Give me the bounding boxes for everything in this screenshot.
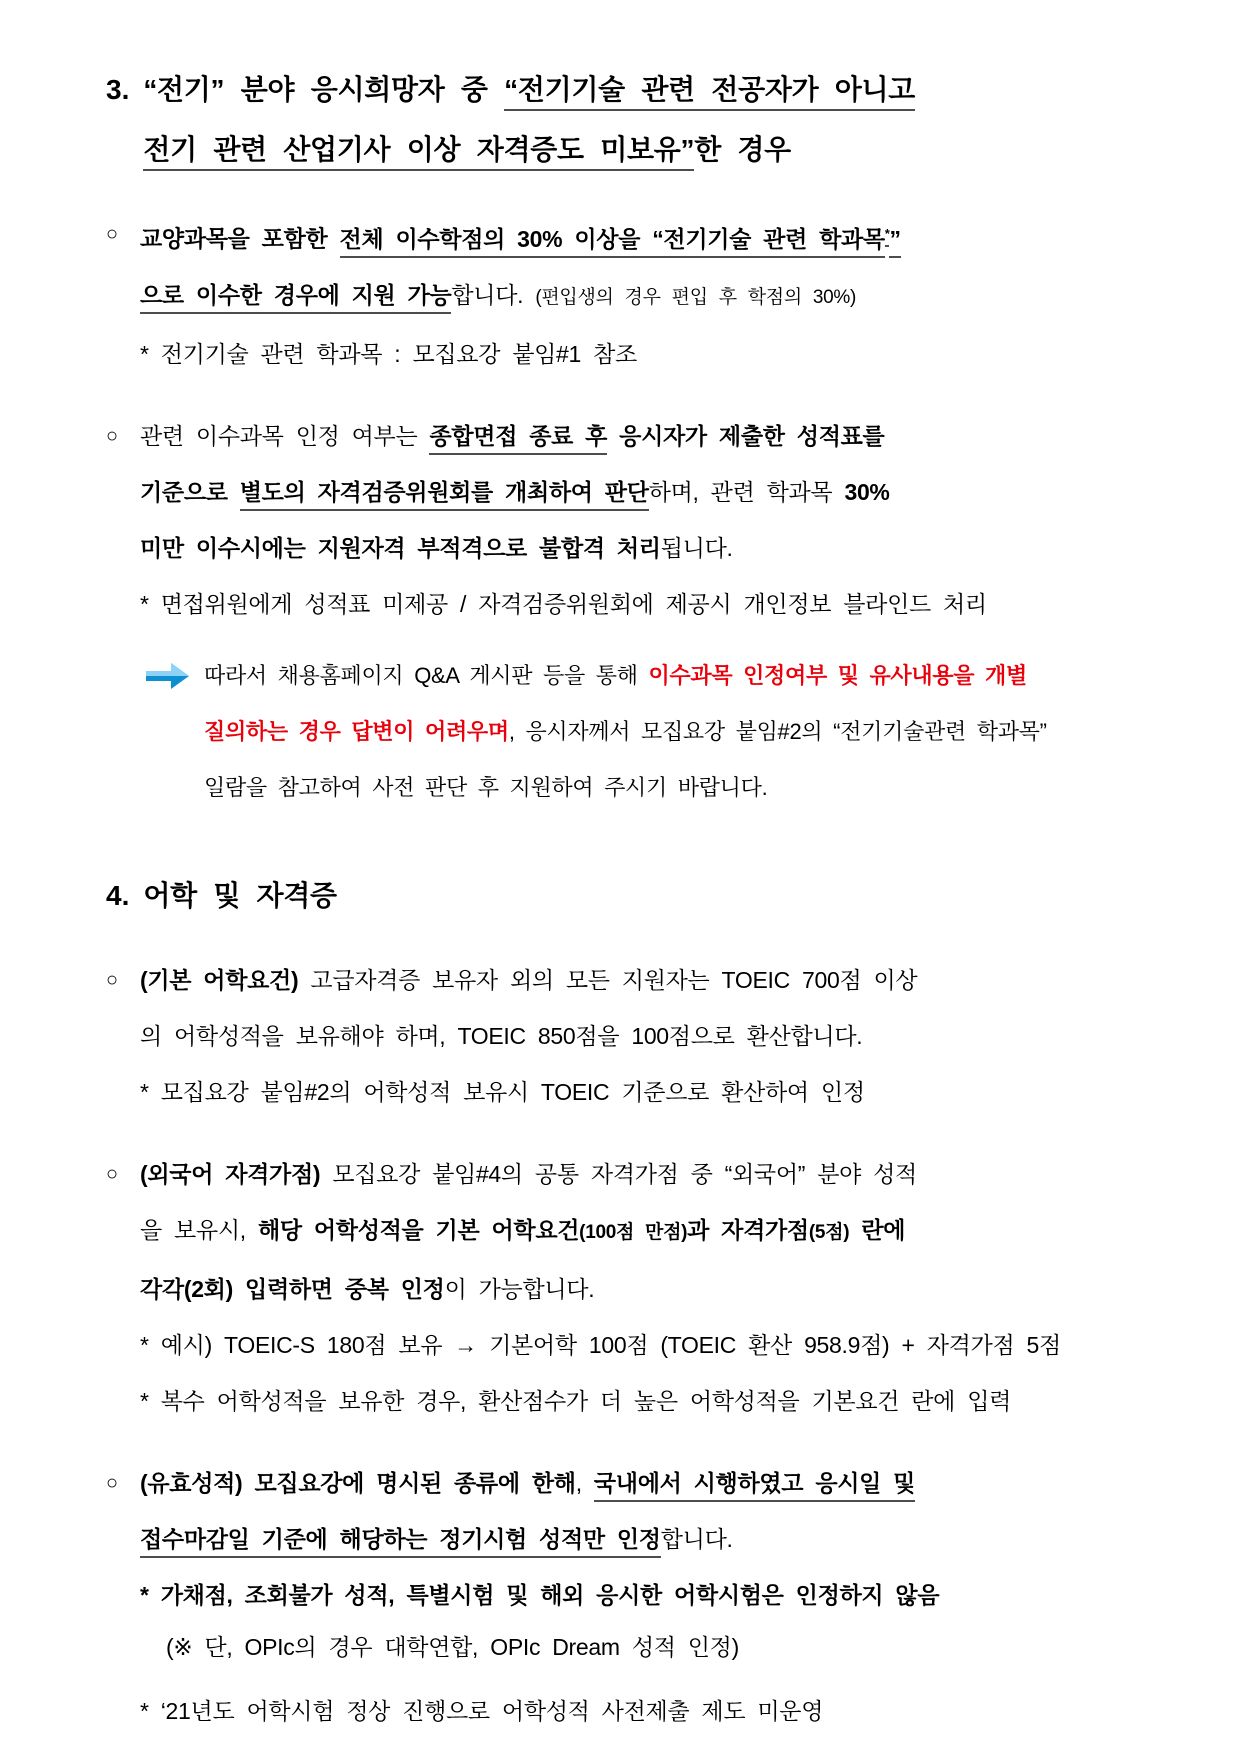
text-segment: * 면접위원에게 성적표 미제공 / 자격검증위원회에 제공시 개인정보 블라인드 처리 [140, 590, 987, 617]
text-segment: 접수마감일 기준에 해당하는 정기시험 성적만 인정 [140, 1526, 661, 1558]
text-segment: 교양과목을 포함한 [140, 225, 340, 252]
text-line [140, 1008, 1152, 1064]
circle-bullet: ○ [106, 1162, 119, 1185]
heading-line [143, 60, 915, 120]
bullet-item-verification [106, 408, 1152, 632]
section-3-heading [106, 60, 1152, 180]
text-segment: 미만 이수시에는 지원자격 부적격으로 불합격 처리 [140, 534, 661, 561]
text-segment: (외국어 자격가점) [140, 1160, 321, 1187]
text-segment: ” [889, 226, 900, 258]
text-segment: 란에 [849, 1216, 906, 1243]
text-segment: * 모집요강 붙임#2의 어학성적 보유시 TOEIC 기준으로 환산하여 인정 [140, 1078, 865, 1105]
sub-note [140, 1683, 1152, 1739]
text-segment: 이수과목 인정여부 및 유사내용을 개별 [648, 662, 1027, 688]
bullet-body [140, 408, 1152, 632]
text-segment: * 복수 어학성적을 보유한 경우, 환산점수가 더 높은 어학성적을 기본요건 란에 입력 [140, 1387, 1012, 1414]
heading-line [143, 120, 915, 180]
text-line [140, 952, 1152, 1008]
sub-note [140, 326, 1152, 382]
text-line [204, 704, 1152, 760]
text-segment: * 전기기술 관련 학과목 : 모집요강 붙임#1 참조 [140, 340, 637, 367]
text-segment: 일람을 참고하여 사전 판단 후 지원하여 주시기 바랍니다. [204, 774, 768, 800]
sub-note [140, 576, 1152, 632]
heading-number: 4. [106, 879, 130, 911]
callout-arrow-note [146, 648, 1152, 816]
text-segment: 과 자격가점 [687, 1216, 809, 1243]
text-segment: * [885, 227, 890, 247]
bullet-body [140, 952, 1152, 1120]
text-line [140, 1261, 1152, 1317]
circle-bullet: ○ [106, 968, 119, 991]
text-segment: 합니다. [451, 281, 536, 308]
callout-body [204, 648, 1152, 816]
text-segment: (※ 단, OPIc의 경우 대학연합, OPIc Dream 성적 인정) [166, 1633, 739, 1660]
sub-note [140, 1567, 1152, 1623]
text-line [140, 464, 1152, 520]
text-segment: 모집요강 붙임#4의 공통 자격가점 중 “외국어” 분야 성적 [320, 1160, 917, 1187]
text-segment: 됩니다. [660, 534, 733, 561]
text-segment: 따라서 채용홈페이지 Q&A 게시판 등을 통해 [204, 662, 649, 688]
text-segment: 종합면접 종료 후 [429, 423, 607, 455]
text-segment: (편입생의 경우 편입 후 학점의 30%) [535, 286, 857, 308]
text-segment: 기준으로 [140, 478, 240, 505]
text-line [140, 1146, 1152, 1202]
right-arrow-icon [146, 648, 204, 816]
sub-note [140, 1064, 1152, 1120]
heading-line: 어학 및 자격증 [143, 879, 337, 911]
text-segment: , [575, 1469, 594, 1496]
text-segment: 별도의 자격검증위원회를 개최하여 판단 [240, 479, 649, 511]
circle-bullet: ○ [106, 223, 119, 245]
text-segment: 관련 이수과목 인정 여부는 [140, 422, 430, 449]
bullet-body [140, 206, 1152, 382]
section-4-heading [106, 866, 1152, 926]
text-segment: 합니다. [660, 1525, 733, 1552]
text-segment: “전기” 분야 응시희망자 중 [143, 74, 505, 105]
text-segment: 의 어학성적을 보유해야 하며, TOEIC 850점을 100점으로 환산합니다. [140, 1022, 863, 1049]
text-segment: 전기 관련 산업기사 이상 자격증도 미보유” [143, 134, 694, 171]
text-segment: 을 보유시, [140, 1216, 258, 1243]
text-segment: * 가채점, 조회불가 성적, 특별시험 및 해외 응시한 어학시험은 인정하지 않음 [140, 1581, 940, 1608]
heading-lines [143, 60, 915, 180]
text-segment: * ‘21년도 어학시험 정상 진행으로 어학성적 사전제출 제도 미운영 [140, 1697, 824, 1724]
text-segment: 각각(2회) 입력하면 중복 인정 [140, 1275, 445, 1302]
text-segment: 응시자가 제출한 성적표를 [607, 422, 885, 449]
text-segment: 국내에서 시행하였고 응시일 및 [594, 1470, 915, 1502]
text-segment: 으로 이수한 경우에 지원 가능 [140, 282, 451, 314]
bullet-item-foreign-bonus [106, 1146, 1152, 1429]
text-segment: * 예시) TOEIC-S 180점 보유 → 기본어학 100점 (TOEIC 환산 958.9점) + 자격가점 5점 [140, 1331, 1061, 1358]
sub-note [140, 1317, 1152, 1373]
bullet-body [140, 1455, 1152, 1739]
text-line [140, 1455, 1152, 1511]
text-line [140, 206, 1152, 267]
sub-note [140, 1623, 1152, 1671]
text-segment: 30% [844, 478, 890, 505]
bullet-item-credit-requirement [106, 206, 1152, 382]
text-line [140, 520, 1152, 576]
text-line [204, 648, 1152, 704]
text-segment: 질의하는 경우 답변이 어려우며 [204, 718, 509, 744]
circle-bullet: ○ [106, 424, 119, 447]
heading-number: 3. [106, 74, 130, 105]
text-line [140, 1202, 1152, 1261]
circle-bullet: ○ [106, 1471, 119, 1494]
text-line [140, 408, 1152, 464]
bullet-item-basic-language [106, 952, 1152, 1120]
text-segment: (유효성적) 모집요강에 명시된 종류에 한해 [140, 1469, 576, 1496]
text-segment: 하며, 관련 학과목 [648, 478, 845, 505]
text-segment: 전체 이수학점의 30% 이상을 “전기기술 관련 학과목 [340, 226, 885, 258]
text-segment: (100점 만점) [579, 1221, 688, 1243]
text-line [204, 760, 1152, 816]
text-segment: 한 경우 [694, 134, 791, 165]
text-segment: (기본 어학요건) [140, 966, 299, 993]
text-segment: (5점) [808, 1221, 850, 1243]
text-line [140, 1511, 1152, 1567]
text-segment: 이 가능합니다. [444, 1275, 595, 1302]
text-line [140, 267, 1152, 326]
bullet-item-valid-scores [106, 1455, 1152, 1739]
text-segment: 고급자격증 보유자 외의 모든 지원자는 TOEIC 700점 이상 [298, 966, 918, 993]
text-segment: “전기기술 관련 전공자가 아니고 [504, 74, 915, 111]
text-segment: , 응시자께서 모집요강 붙임#2의 “전기기술관련 학과목” [508, 718, 1047, 744]
text-segment: 해당 어학성적을 기본 어학요건 [257, 1216, 580, 1243]
sub-note [140, 1373, 1152, 1429]
bullet-body [140, 1146, 1152, 1429]
